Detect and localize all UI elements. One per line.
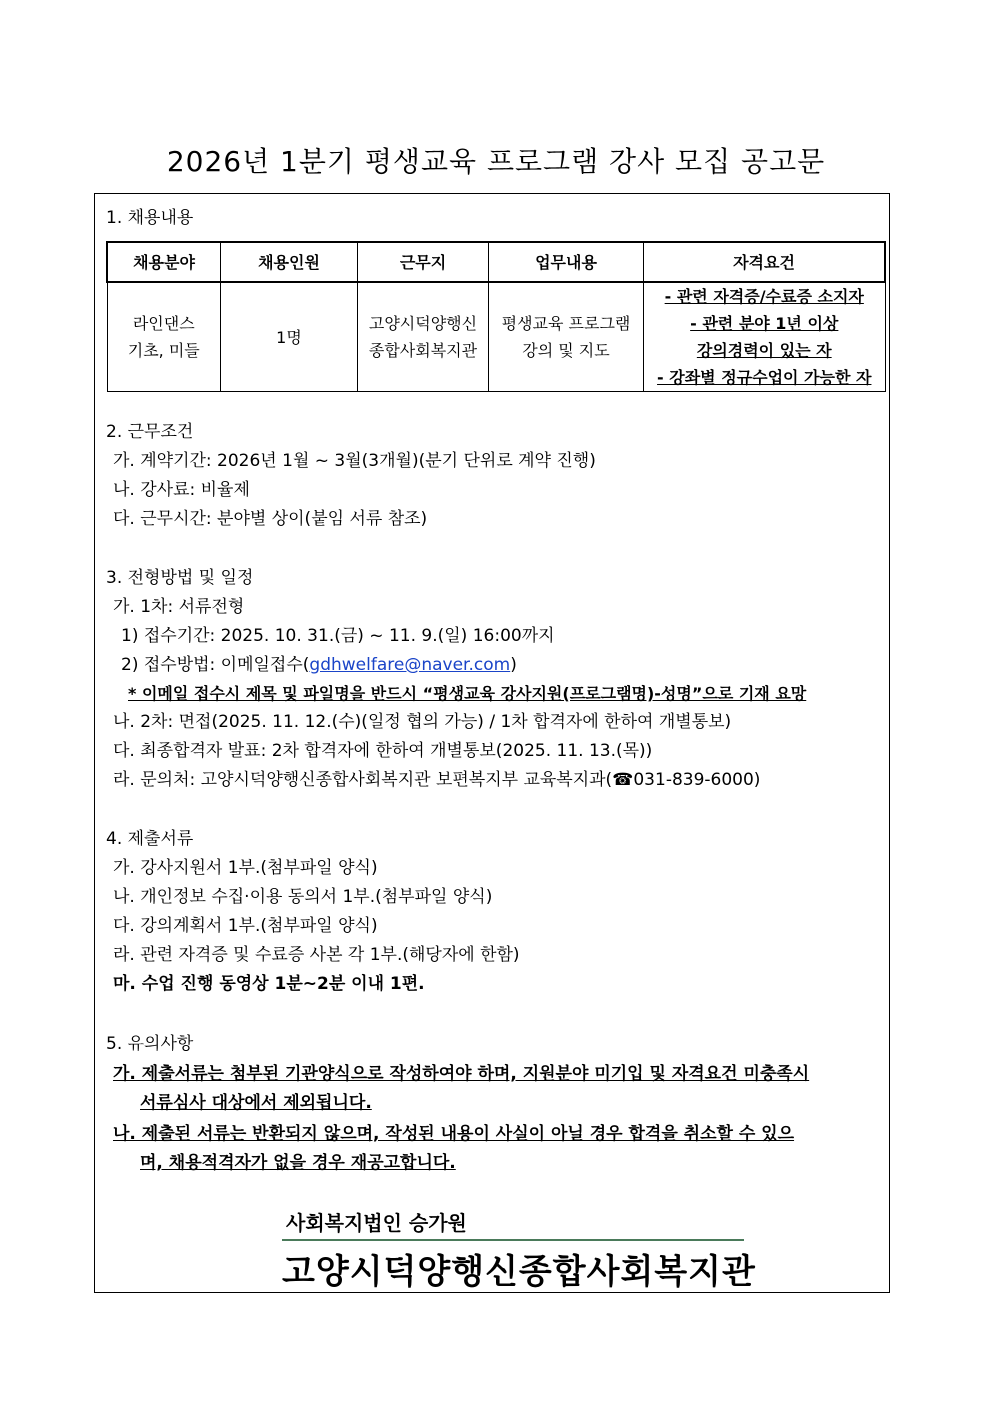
requirement-line: - 관련 분야 1년 이상 [690,314,839,333]
org-parent-name: 사회복지법인 승가원 [286,1211,467,1235]
table-row [107,282,885,392]
cell-field [107,282,221,392]
col-header-count: 채용인원 [221,242,358,282]
table-header-row [107,242,885,282]
requirement-line: 강의경력이 있는 자 [696,341,832,360]
cell-duty-line: 강의 및 지도 [522,341,610,360]
cell-duty-line: 평생교육 프로그램 [501,314,631,333]
email-notice: * 이메일 접수시 제목 및 파일명을 반드시 “평생교육 강사지원(프로그램명)-성명”으로 기재 요망 [128,684,807,703]
section2-heading: 2. 근무조건 [106,422,194,442]
section1-heading: 1. 채용내용 [106,208,194,228]
apply-method-label: 2) 접수방법: 이메일접수( [121,655,310,675]
section5-heading: 5. 유의사항 [106,1034,194,1054]
org-name: 고양시덕양행신종합사회복지관 [282,1252,756,1292]
section4-heading: 4. 제출서류 [106,829,194,849]
section3-item-a1: 1) 접수기간: 2025. 10. 31.(금) ~ 11. 9.(일) 16:00까지 [121,626,555,646]
notice-item-1 [113,1060,883,1118]
apply-method-close: ) [510,655,517,675]
cell-field-line: 라인댄스 [132,314,195,333]
section3-heading: 3. 전형방법 및 일정 [106,568,254,588]
cell-duty [489,282,644,392]
notice-item-2 [113,1120,883,1178]
section3-item-d: 라. 문의처: 고양시덕양행신종합사회복지관 보편복지부 교육복지과(☎031-839-6000) [113,770,761,790]
section2-item: 가. 계약기간: 2026년 1월 ~ 3월(3개월)(분기 단위로 계약 진행) [113,451,596,471]
notice-item-2-line2: 며, 채용적격자가 없을 경우 재공고합니다. [140,1153,456,1173]
col-header-duty: 업무내용 [489,242,644,282]
page-title: 2026년 1분기 평생교육 프로그램 강사 모집 공고문 [166,145,826,178]
cell-requirements [644,282,886,392]
org-divider [282,1239,744,1241]
section2-item: 다. 근무시간: 분야별 상이(붙임 서류 참조) [113,509,428,529]
section4-item: 나. 개인정보 수집·이용 동의서 1부.(첨부파일 양식) [113,887,493,907]
email-link[interactable]: gdhwelfare@naver.com [309,655,511,675]
col-header-field: 채용분야 [107,242,221,282]
section3-item-a2 [121,654,517,676]
requirement-line: - 강좌별 정규수업이 가능한 자 [657,368,872,387]
col-header-requirements: 자격요건 [644,242,886,282]
cell-place-line: 종합사회복지관 [368,341,478,360]
cell-place-line: 고양시덕양행신 [368,314,478,333]
section4-item: 가. 강사지원서 1부.(첨부파일 양식) [113,858,378,878]
recruitment-table [106,241,886,392]
section4-item-video: 마. 수업 진행 동영상 1분~2분 이내 1편. [113,974,425,994]
notice-item-2-line1: 나. 제출된 서류는 반환되지 않으며, 작성된 내용이 사실이 아닐 경우 합격을 취소할 수 있으 [113,1124,795,1144]
section3-item-b: 나. 2차: 면접(2025. 11. 12.(수)(일정 협의 가능) / 1차 합격자에 한하여 개별통보) [113,712,732,732]
col-header-place: 근무지 [358,242,489,282]
cell-place [358,282,489,392]
section3-item-a: 가. 1차: 서류전형 [113,597,245,617]
notice-item-1-line2: 서류심사 대상에서 제외됩니다. [140,1093,372,1113]
section4-item: 다. 강의계획서 1부.(첨부파일 양식) [113,916,378,936]
section3-item-c: 다. 최종합격자 발표: 2차 합격자에 한하여 개별통보(2025. 11. 13.(목)) [113,741,653,761]
cell-count: 1명 [221,282,358,392]
requirement-line: - 관련 자격증/수료증 소지자 [664,287,864,306]
section2-item: 나. 강사료: 비율제 [113,480,250,500]
cell-field-line: 기초, 미들 [127,341,200,360]
section4-item: 라. 관련 자격증 및 수료증 사본 각 1부.(해당자에 한함) [113,945,520,965]
notice-item-1-line1: 가. 제출서류는 첨부된 기관양식으로 작성하여야 하며, 지원분야 미기입 및 자격요건 미충족시 [113,1064,810,1084]
